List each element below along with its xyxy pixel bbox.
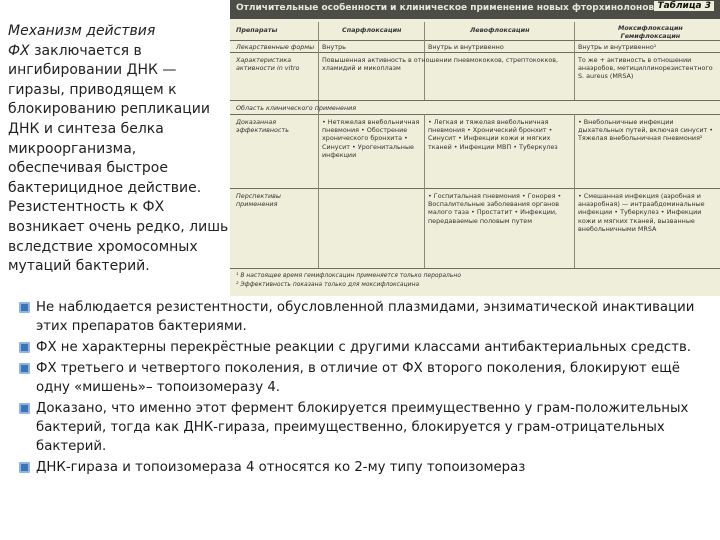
checkbox-bullet-icon	[19, 302, 30, 313]
mechanism-heading: Механизм действия	[8, 23, 156, 39]
table-row-label: Характеристика активности in vitro	[236, 56, 300, 73]
table-footnote: ² Эффективность показана только для моксифлоксацина	[236, 281, 420, 288]
table-cell: • Нетяжелая внебольничная пневмония • Обострение хронического бронхита • Синусит • Урогенитальные инфекции	[322, 118, 420, 159]
mechanism-body: заключается в ингибировании ДНК — гиразы, приводящем к блокированию репликации ДНК и синтеза белка микроорганизма, обеспечивая быстрое бактерицидное действие. Резистентность к ФХ возникает очень редко, лишь вследствие хромосомных мутаций бактерий.	[8, 42, 229, 275]
table-row-label: Лекарственные формы	[236, 43, 315, 51]
table-rule	[574, 22, 575, 100]
table-cell: То же + активность в отношении анаэробов, метициллинорезистентного S. aureus (MRSA)	[578, 56, 713, 81]
table-cell: Внутрь	[322, 43, 346, 51]
table-row-label: Доказанная эффективность	[236, 118, 289, 135]
table-rule	[424, 114, 425, 268]
table-cell: Повышенная активность в отношении пневмококков, стрептококков, хламидий и микоплазм	[322, 56, 559, 73]
table-rule	[230, 114, 720, 115]
table-footnote: ¹ В настоящее время гемифлоксацин применяется только перорально	[236, 272, 462, 279]
facts-list	[18, 298, 708, 479]
table-header-cell: Спарфлоксацин	[342, 26, 402, 34]
table-cell: • Смешанная инфекция (аэробная и анаэробная) — интраабдоминальные инфекции • Туберкулез • Инфекции кожи и мягких тканей, вызванные внебольничными MRSA	[578, 192, 705, 233]
table-title: Отличительные особенности и клиническое применение новых фторхинолонов	[236, 3, 655, 13]
list-item	[18, 458, 708, 477]
table-rule	[318, 22, 319, 268]
checkbox-bullet-icon	[19, 342, 30, 353]
list-item-text: Доказано, что именно этот фермент блокируется преимущественно у грам-положительных бактерий, тогда как ДНК-гираза, преимущественно, блокируется у грам-отрицательных бактерий.	[36, 401, 689, 454]
list-item	[18, 399, 708, 456]
table-row-label: Перспективы применения	[236, 192, 281, 209]
table-cell: • Внебольничные инфекции дыхательных путей, включая синусит • Тяжелая внебольничная пневмония²	[578, 118, 714, 143]
table-header-cell: Левофлоксацин	[470, 26, 530, 34]
table-rule	[230, 268, 720, 269]
table-cell: • Легкая и тяжелая внебольничная пневмония • Хронический бронхит • Синусит • Инфекции кожи и мягких тканей • Инфекции МВП • Туберкулез	[428, 118, 558, 151]
table-header-cell: Препараты	[236, 26, 278, 34]
table-rule	[230, 188, 720, 189]
list-item	[18, 298, 708, 336]
table-number: Таблица 3	[654, 1, 714, 11]
table-header-cell: Моксифлоксацин Гемифлоксацин	[618, 24, 683, 41]
list-item-text: Не наблюдается резистентности, обусловленной плазмидами, энзиматической инактивации этих препаратов бактериями.	[36, 300, 695, 334]
table-title-bar	[230, 0, 720, 19]
mechanism-paragraph	[8, 22, 233, 277]
table-cell: Внутрь и внутривенно	[428, 43, 504, 51]
fq-abbreviation: ФХ	[8, 42, 30, 59]
checkbox-bullet-icon	[19, 363, 30, 374]
list-item-text: ДНК-гираза и топоизомераза 4 относятся ко 2-му типу топоизомераз	[36, 460, 526, 475]
table-cell: • Госпитальная пневмония • Гонорея • Воспалительные заболевания органов малого таза • Простатит • Инфекции, передаваемые половым путем	[428, 192, 562, 225]
list-item	[18, 338, 708, 357]
table-rule	[230, 100, 720, 101]
list-item	[18, 359, 708, 397]
table-cell: Внутрь и внутривенно¹	[578, 43, 657, 51]
list-item-text: ФХ третьего и четвертого поколения, в отличие от ФХ второго поколения, блокируют ещё одну «мишень»– топоизомеразу 4.	[36, 361, 680, 395]
table-rule	[230, 52, 720, 53]
table-section-label: Область клинического применения	[236, 104, 357, 112]
comparison-table-image	[230, 0, 720, 296]
table-rule	[574, 114, 575, 268]
list-item-text: ФХ не характерны перекрёстные реакции с другими классами антибактериальных средств.	[36, 340, 692, 355]
checkbox-bullet-icon	[19, 462, 30, 473]
checkbox-bullet-icon	[19, 403, 30, 414]
